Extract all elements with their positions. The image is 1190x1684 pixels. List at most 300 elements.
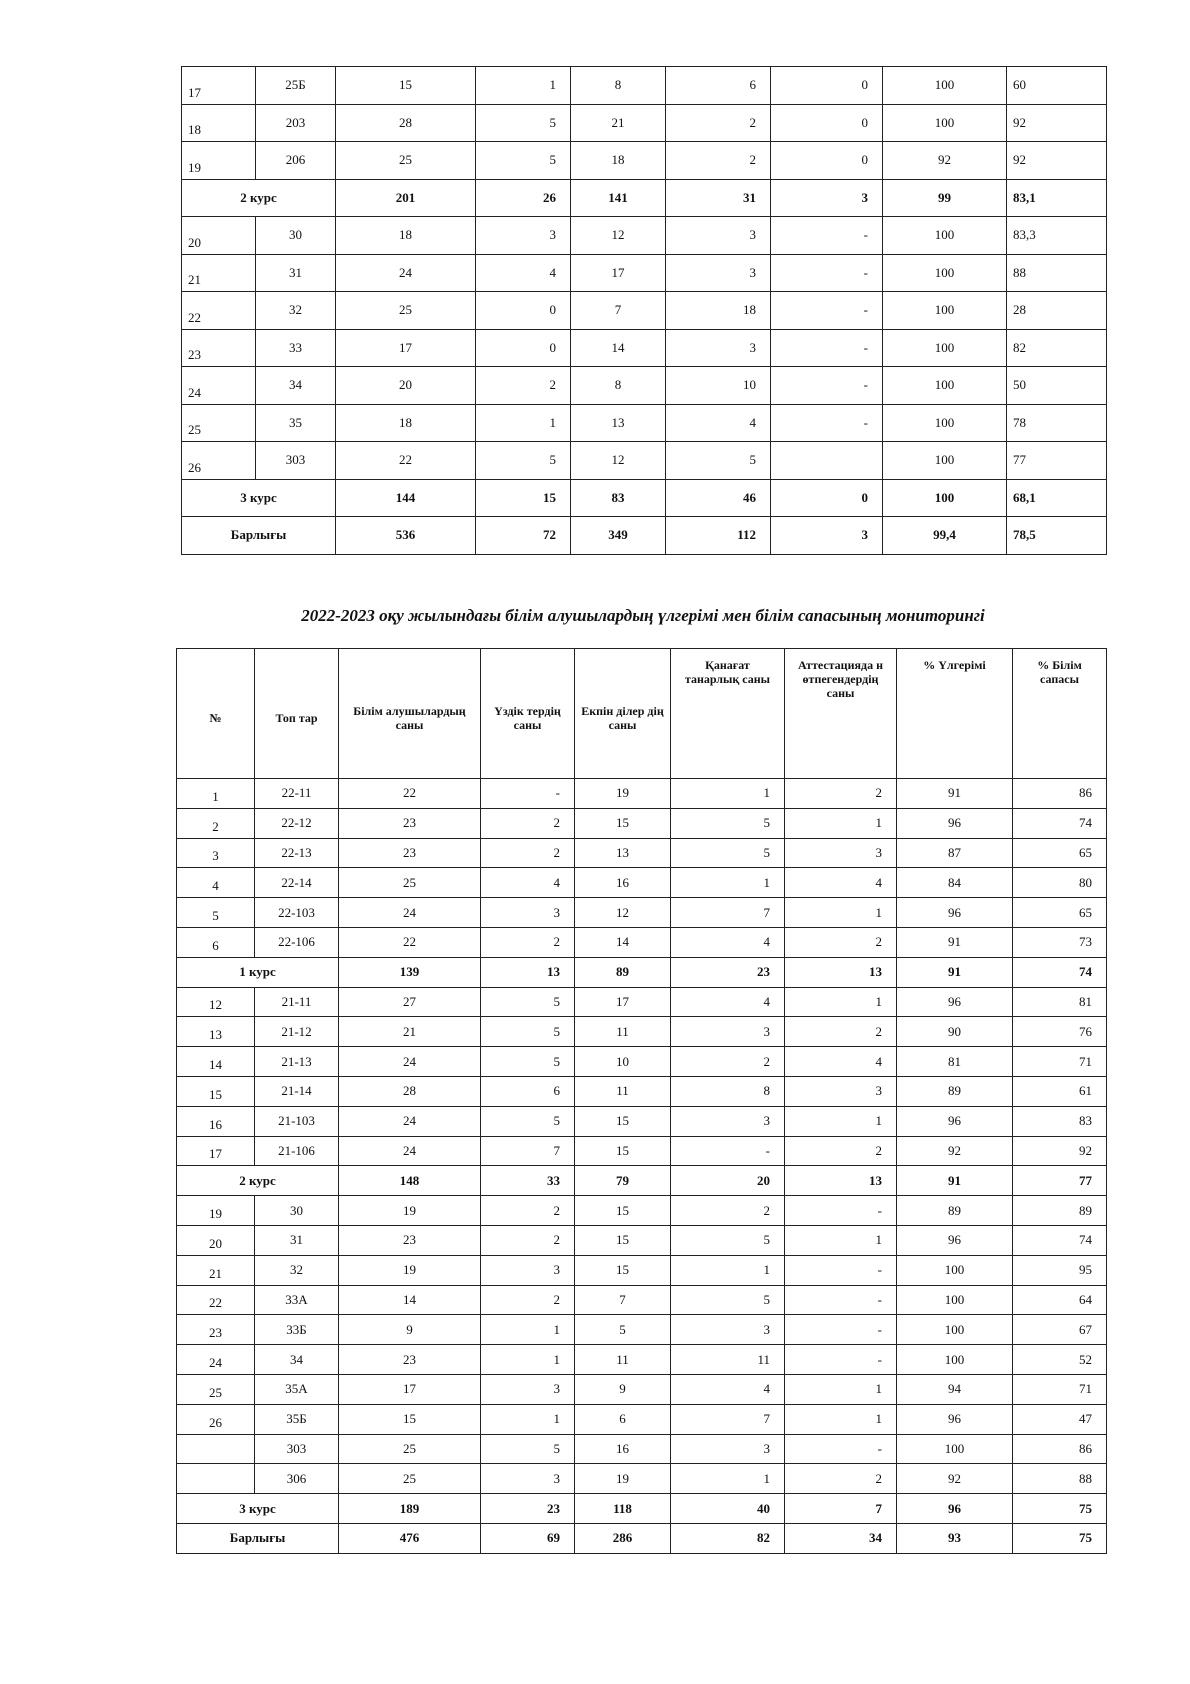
- cell-not-attested: 1: [785, 808, 897, 838]
- cell-excellent: -: [481, 779, 575, 809]
- cell-satisfactory: 5: [671, 1285, 785, 1315]
- cell-group: 303: [256, 442, 336, 480]
- cell-progress: 100: [897, 1285, 1013, 1315]
- cell-number: 18: [182, 104, 256, 142]
- cell-number: 5: [177, 898, 255, 928]
- cell-excellent: 1: [476, 404, 571, 442]
- header-progress: % Үлгерімі: [897, 649, 1013, 779]
- cell-not-attested: 2: [785, 927, 897, 957]
- cell-number: 23: [182, 329, 256, 367]
- cell-students: 24: [339, 1047, 481, 1077]
- cell-quality: 64: [1013, 1285, 1107, 1315]
- cell-students: 148: [339, 1166, 481, 1196]
- cell-group: 206: [256, 142, 336, 180]
- cell-excellent: 5: [481, 1017, 575, 1047]
- cell-students: 21: [339, 1017, 481, 1047]
- cell-progress: 96: [897, 808, 1013, 838]
- cell-not-attested: -: [785, 1434, 897, 1464]
- cell-satisfactory: 6: [666, 67, 771, 105]
- cell-number: 17: [182, 67, 256, 105]
- cell-satisfactory: 18: [666, 292, 771, 330]
- cell-group: 33А: [255, 1285, 339, 1315]
- cell-group: 21-13: [255, 1047, 339, 1077]
- cell-quality: 92: [1007, 142, 1107, 180]
- cell-number: 3: [177, 838, 255, 868]
- cell-progress: 96: [897, 898, 1013, 928]
- cell-progress: 100: [883, 479, 1007, 517]
- cell-group: Барлығы: [182, 517, 336, 555]
- cell-good: 19: [575, 1464, 671, 1494]
- cell-students: 24: [336, 254, 476, 292]
- summary-row: [177, 1166, 1107, 1196]
- cell-group: 2 курс: [177, 1166, 339, 1196]
- cell-progress: 100: [883, 217, 1007, 255]
- cell-group: 22-11: [255, 779, 339, 809]
- cell-excellent: 13: [481, 957, 575, 987]
- cell-good: 83: [571, 479, 666, 517]
- header-group: Топ тар: [255, 649, 339, 779]
- cell-students: 23: [339, 808, 481, 838]
- cell-students: 25: [336, 142, 476, 180]
- cell-progress: 96: [897, 1106, 1013, 1136]
- cell-group: 33: [256, 329, 336, 367]
- cell-number: 19: [182, 142, 256, 180]
- cell-students: 17: [336, 329, 476, 367]
- table-row: [182, 442, 1107, 480]
- cell-progress: 89: [897, 1076, 1013, 1106]
- cell-quality: 52: [1013, 1345, 1107, 1375]
- cell-satisfactory: 23: [671, 957, 785, 987]
- cell-quality: 73: [1013, 927, 1107, 957]
- cell-satisfactory: 5: [671, 808, 785, 838]
- cell-excellent: 5: [481, 987, 575, 1017]
- cell-number: 24: [177, 1345, 255, 1375]
- cell-satisfactory: 4: [671, 1374, 785, 1404]
- cell-quality: 67: [1013, 1315, 1107, 1345]
- cell-satisfactory: 2: [671, 1047, 785, 1077]
- cell-progress: 90: [897, 1017, 1013, 1047]
- cell-number: 21: [182, 254, 256, 292]
- cell-progress: 93: [897, 1523, 1013, 1553]
- cell-group: 22-103: [255, 898, 339, 928]
- cell-not-attested: [771, 442, 883, 480]
- cell-group: 3 курс: [177, 1494, 339, 1524]
- cell-progress: 91: [897, 779, 1013, 809]
- cell-not-attested: 2: [785, 1017, 897, 1047]
- cell-excellent: 2: [476, 367, 571, 405]
- cell-students: 19: [339, 1196, 481, 1226]
- cell-excellent: 3: [476, 217, 571, 255]
- table-row: [177, 927, 1107, 957]
- cell-quality: 88: [1013, 1464, 1107, 1494]
- cell-excellent: 2: [481, 927, 575, 957]
- cell-progress: 91: [897, 957, 1013, 987]
- cell-students: 15: [336, 67, 476, 105]
- cell-quality: 81: [1013, 987, 1107, 1017]
- cell-group: 35Б: [255, 1404, 339, 1434]
- cell-group: 21-106: [255, 1136, 339, 1166]
- cell-excellent: 2: [481, 1196, 575, 1226]
- summary-row: [177, 1523, 1107, 1553]
- cell-quality: 75: [1013, 1523, 1107, 1553]
- cell-quality: 82: [1007, 329, 1107, 367]
- cell-good: 11: [575, 1017, 671, 1047]
- cell-not-attested: -: [785, 1255, 897, 1285]
- cell-number: 26: [182, 442, 256, 480]
- cell-quality: 75: [1013, 1494, 1107, 1524]
- cell-group: 35А: [255, 1374, 339, 1404]
- cell-group: 30: [256, 217, 336, 255]
- cell-number: 6: [177, 927, 255, 957]
- cell-quality: 89: [1013, 1196, 1107, 1226]
- cell-progress: 96: [897, 1404, 1013, 1434]
- cell-excellent: 2: [481, 838, 575, 868]
- cell-excellent: 3: [481, 1464, 575, 1494]
- cell-progress: 92: [897, 1136, 1013, 1166]
- cell-good: 12: [575, 898, 671, 928]
- cell-number: 26: [177, 1404, 255, 1434]
- cell-satisfactory: -: [671, 1136, 785, 1166]
- cell-progress: 91: [897, 1166, 1013, 1196]
- cell-progress: 81: [897, 1047, 1013, 1077]
- cell-quality: 28: [1007, 292, 1107, 330]
- cell-quality: 92: [1013, 1136, 1107, 1166]
- cell-satisfactory: 46: [666, 479, 771, 517]
- cell-satisfactory: 2: [666, 142, 771, 180]
- cell-progress: 100: [897, 1345, 1013, 1375]
- cell-quality: 83,1: [1007, 179, 1107, 217]
- cell-excellent: 5: [481, 1434, 575, 1464]
- cell-satisfactory: 4: [666, 404, 771, 442]
- cell-group: 306: [255, 1464, 339, 1494]
- cell-students: 22: [336, 442, 476, 480]
- cell-excellent: 5: [481, 1047, 575, 1077]
- cell-number: 4: [177, 868, 255, 898]
- cell-not-attested: 4: [785, 1047, 897, 1077]
- table-row: [182, 329, 1107, 367]
- cell-students: 25: [339, 1434, 481, 1464]
- table-row: [177, 1464, 1107, 1494]
- cell-students: 17: [339, 1374, 481, 1404]
- cell-good: 14: [575, 927, 671, 957]
- cell-good: 15: [575, 808, 671, 838]
- cell-number: 22: [177, 1285, 255, 1315]
- cell-excellent: 1: [481, 1315, 575, 1345]
- cell-not-attested: -: [785, 1285, 897, 1315]
- cell-number: 15: [177, 1076, 255, 1106]
- cell-good: 13: [571, 404, 666, 442]
- cell-quality: 77: [1013, 1166, 1107, 1196]
- table-row: [177, 868, 1107, 898]
- cell-good: 5: [575, 1315, 671, 1345]
- cell-students: 25: [339, 868, 481, 898]
- summary-row: [182, 179, 1107, 217]
- table-row: [177, 1315, 1107, 1345]
- cell-good: 10: [575, 1047, 671, 1077]
- cell-progress: 100: [883, 67, 1007, 105]
- cell-not-attested: -: [771, 292, 883, 330]
- cell-excellent: 3: [481, 1374, 575, 1404]
- cell-excellent: 2: [481, 808, 575, 838]
- cell-satisfactory: 3: [666, 254, 771, 292]
- cell-good: 79: [575, 1166, 671, 1196]
- cell-not-attested: 1: [785, 1225, 897, 1255]
- cell-group: 21-12: [255, 1017, 339, 1047]
- cell-not-attested: -: [771, 217, 883, 255]
- cell-group: 22-12: [255, 808, 339, 838]
- cell-satisfactory: 1: [671, 868, 785, 898]
- cell-group: 303: [255, 1434, 339, 1464]
- cell-excellent: 5: [476, 442, 571, 480]
- table-row: [182, 217, 1107, 255]
- cell-not-attested: -: [785, 1315, 897, 1345]
- cell-good: 349: [571, 517, 666, 555]
- cell-satisfactory: 4: [671, 987, 785, 1017]
- cell-good: 17: [575, 987, 671, 1017]
- cell-excellent: 5: [476, 104, 571, 142]
- cell-group: 22-14: [255, 868, 339, 898]
- cell-satisfactory: 1: [671, 1464, 785, 1494]
- cell-not-attested: 0: [771, 67, 883, 105]
- cell-quality: 78,5: [1007, 517, 1107, 555]
- cell-quality: 60: [1007, 67, 1107, 105]
- cell-students: 476: [339, 1523, 481, 1553]
- cell-good: 15: [575, 1196, 671, 1226]
- cell-good: 6: [575, 1404, 671, 1434]
- cell-students: 23: [339, 1225, 481, 1255]
- cell-excellent: 26: [476, 179, 571, 217]
- cell-satisfactory: 2: [666, 104, 771, 142]
- cell-progress: 92: [883, 142, 1007, 180]
- cell-quality: 71: [1013, 1374, 1107, 1404]
- cell-quality: 92: [1007, 104, 1107, 142]
- cell-group: 203: [256, 104, 336, 142]
- cell-progress: 100: [883, 104, 1007, 142]
- cell-students: 22: [339, 927, 481, 957]
- cell-excellent: 1: [476, 67, 571, 105]
- cell-number: 24: [182, 367, 256, 405]
- cell-good: 8: [571, 367, 666, 405]
- table-row: [182, 254, 1107, 292]
- table-row: [182, 367, 1107, 405]
- cell-good: 15: [575, 1225, 671, 1255]
- cell-excellent: 0: [476, 292, 571, 330]
- cell-quality: 65: [1013, 838, 1107, 868]
- table-row: [182, 104, 1107, 142]
- cell-quality: 71: [1013, 1047, 1107, 1077]
- cell-group: 25Б: [256, 67, 336, 105]
- cell-number: 12: [177, 987, 255, 1017]
- cell-quality: 86: [1013, 779, 1107, 809]
- cell-group: 31: [256, 254, 336, 292]
- cell-number: 21: [177, 1255, 255, 1285]
- cell-not-attested: 0: [771, 104, 883, 142]
- cell-progress: 100: [883, 404, 1007, 442]
- cell-not-attested: 0: [771, 479, 883, 517]
- cell-number: 19: [177, 1196, 255, 1226]
- cell-satisfactory: 8: [671, 1076, 785, 1106]
- cell-progress: 99: [883, 179, 1007, 217]
- cell-number: 25: [182, 404, 256, 442]
- cell-students: 189: [339, 1494, 481, 1524]
- cell-number: 23: [177, 1315, 255, 1345]
- cell-excellent: 72: [476, 517, 571, 555]
- table-row: [177, 1434, 1107, 1464]
- table-row: [177, 1136, 1107, 1166]
- cell-good: 11: [575, 1345, 671, 1375]
- cell-good: 16: [575, 868, 671, 898]
- cell-satisfactory: 7: [671, 1404, 785, 1434]
- cell-good: 141: [571, 179, 666, 217]
- cell-excellent: 2: [481, 1225, 575, 1255]
- cell-group: 21-103: [255, 1106, 339, 1136]
- cell-not-attested: 13: [785, 1166, 897, 1196]
- summary-row: [182, 479, 1107, 517]
- cell-quality: 76: [1013, 1017, 1107, 1047]
- cell-quality: 77: [1007, 442, 1107, 480]
- cell-satisfactory: 3: [666, 329, 771, 367]
- cell-progress: 100: [897, 1255, 1013, 1285]
- cell-students: 24: [339, 1136, 481, 1166]
- header-excellent: Үздік тердің саны: [481, 649, 575, 779]
- cell-students: 201: [336, 179, 476, 217]
- cell-satisfactory: 4: [671, 927, 785, 957]
- cell-satisfactory: 7: [671, 898, 785, 928]
- cell-excellent: 3: [481, 898, 575, 928]
- cell-not-attested: -: [771, 367, 883, 405]
- cell-students: 15: [339, 1404, 481, 1434]
- cell-satisfactory: 112: [666, 517, 771, 555]
- top-table: [181, 66, 1107, 555]
- cell-satisfactory: 11: [671, 1345, 785, 1375]
- cell-number: [177, 1434, 255, 1464]
- cell-number: 13: [177, 1017, 255, 1047]
- cell-not-attested: 4: [785, 868, 897, 898]
- cell-quality: 88: [1007, 254, 1107, 292]
- cell-number: 16: [177, 1106, 255, 1136]
- cell-group: 33Б: [255, 1315, 339, 1345]
- cell-students: 536: [336, 517, 476, 555]
- cell-students: 18: [336, 217, 476, 255]
- cell-quality: 80: [1013, 868, 1107, 898]
- table-row: [177, 1255, 1107, 1285]
- cell-group: 22-106: [255, 927, 339, 957]
- cell-quality: 74: [1013, 1225, 1107, 1255]
- cell-quality: 74: [1013, 808, 1107, 838]
- summary-row: [182, 517, 1107, 555]
- cell-students: 25: [336, 292, 476, 330]
- cell-progress: 100: [897, 1434, 1013, 1464]
- cell-satisfactory: 40: [671, 1494, 785, 1524]
- cell-group: 34: [256, 367, 336, 405]
- cell-satisfactory: 3: [666, 217, 771, 255]
- cell-quality: 61: [1013, 1076, 1107, 1106]
- cell-quality: 83: [1013, 1106, 1107, 1136]
- cell-progress: 94: [897, 1374, 1013, 1404]
- table-row: [177, 1374, 1107, 1404]
- table-row: [182, 292, 1107, 330]
- cell-group: 32: [256, 292, 336, 330]
- cell-progress: 100: [883, 292, 1007, 330]
- cell-not-attested: -: [785, 1345, 897, 1375]
- cell-number: [177, 1464, 255, 1494]
- cell-quality: 86: [1013, 1434, 1107, 1464]
- cell-not-attested: -: [771, 329, 883, 367]
- cell-progress: 92: [897, 1464, 1013, 1494]
- cell-satisfactory: 1: [671, 1255, 785, 1285]
- cell-group: 30: [255, 1196, 339, 1226]
- cell-satisfactory: 31: [666, 179, 771, 217]
- cell-excellent: 6: [481, 1076, 575, 1106]
- cell-good: 15: [575, 1136, 671, 1166]
- cell-good: 9: [575, 1374, 671, 1404]
- cell-excellent: 4: [476, 254, 571, 292]
- cell-not-attested: 2: [785, 779, 897, 809]
- cell-students: 28: [336, 104, 476, 142]
- page-title: 2022-2023 оқу жылындағы білім алушылардың үлгерімі мен білім сапасының мониторингі: [301, 606, 985, 625]
- cell-good: 16: [575, 1434, 671, 1464]
- cell-quality: 65: [1013, 898, 1107, 928]
- cell-good: 89: [575, 957, 671, 987]
- cell-not-attested: 1: [785, 1374, 897, 1404]
- cell-good: 118: [575, 1494, 671, 1524]
- cell-good: 12: [571, 442, 666, 480]
- cell-group: 21-14: [255, 1076, 339, 1106]
- table-row: [177, 779, 1107, 809]
- cell-students: 139: [339, 957, 481, 987]
- cell-excellent: 1: [481, 1345, 575, 1375]
- cell-excellent: 33: [481, 1166, 575, 1196]
- cell-quality: 68,1: [1007, 479, 1107, 517]
- cell-good: 286: [575, 1523, 671, 1553]
- cell-excellent: 7: [481, 1136, 575, 1166]
- cell-students: 23: [339, 838, 481, 868]
- cell-students: 22: [339, 779, 481, 809]
- table-row: [182, 404, 1107, 442]
- cell-not-attested: 2: [785, 1136, 897, 1166]
- cell-not-attested: -: [771, 404, 883, 442]
- cell-students: 20: [336, 367, 476, 405]
- cell-not-attested: 7: [785, 1494, 897, 1524]
- cell-satisfactory: 5: [671, 838, 785, 868]
- cell-excellent: 23: [481, 1494, 575, 1524]
- cell-progress: 96: [897, 987, 1013, 1017]
- cell-number: 1: [177, 779, 255, 809]
- table-row: [177, 1017, 1107, 1047]
- cell-number: 20: [177, 1225, 255, 1255]
- cell-excellent: 5: [476, 142, 571, 180]
- cell-group: 31: [255, 1225, 339, 1255]
- cell-students: 25: [339, 1464, 481, 1494]
- cell-not-attested: -: [785, 1196, 897, 1226]
- cell-group: Барлығы: [177, 1523, 339, 1553]
- cell-not-attested: 3: [785, 838, 897, 868]
- cell-students: 18: [336, 404, 476, 442]
- cell-satisfactory: 3: [671, 1315, 785, 1345]
- cell-satisfactory: 1: [671, 779, 785, 809]
- cell-progress: 100: [883, 442, 1007, 480]
- cell-group: 21-11: [255, 987, 339, 1017]
- cell-students: 23: [339, 1345, 481, 1375]
- cell-progress: 100: [883, 367, 1007, 405]
- summary-row: [177, 1494, 1107, 1524]
- cell-not-attested: 3: [785, 1076, 897, 1106]
- cell-progress: 89: [897, 1196, 1013, 1226]
- cell-good: 17: [571, 254, 666, 292]
- cell-number: 17: [177, 1136, 255, 1166]
- cell-group: 22-13: [255, 838, 339, 868]
- cell-good: 11: [575, 1076, 671, 1106]
